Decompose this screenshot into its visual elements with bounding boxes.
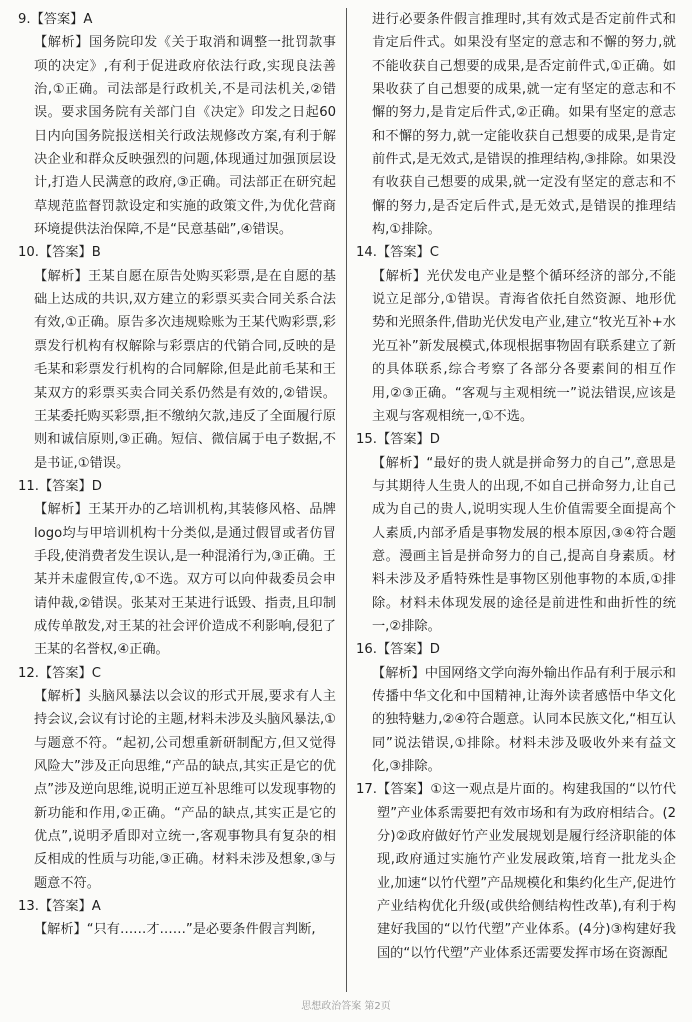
question-12 xyxy=(18,662,336,895)
analysis-text: 【解析】“最好的贵人就是拼命努力的自己”,意思是与其期待人生贵人的出现,不如自己拼命努力,让自己成为自己的贵人,说明实现人生价值需要全面提高个人素质,内部矛盾是事物发展的根本原因,③④符合题意。漫画主旨是拼命努力的自己,提高自身素质。材料未涉及矛盾特殊性是事物区别他事物的本质,①排除。材料未体现发展的途径是前进性和曲折性的统一,②排除。 xyxy=(372,455,676,634)
answer-label: 【答案】D xyxy=(38,478,102,494)
question-number: 14. xyxy=(356,245,377,261)
question-10 xyxy=(18,241,336,474)
analysis-text: 【解析】光伏发电产业是整个循环经济的部分,不能说立足部分,①错误。青海省依托自然资源、地形优势和光照条件,借助光伏发电产业,建立“牧光互补+水光互补”新发展模式,体现根据事物固有联系建立了新的具体联系,综合考察了各部分各要素间的相互作用,②③正确。“客观与主观相统一”说法错误,应该是主观与客观相统一,①不选。 xyxy=(372,268,676,424)
analysis-text: 【解析】中国网络文学向海外输出作品有利于展示和传播中华文化和中国精神,让海外读者感悟中华文化的独特魅力,②④符合题意。认同本民族文化,“相互认同”说法错误,①排除。材料未涉及吸收外来有益文化,③排除。 xyxy=(372,665,676,774)
analysis-text: 【解析】王某自愿在原告处购买彩票,是在自愿的基础上达成的共识,双方建立的彩票买卖合同关系合法有效,①正确。原告多次违规赊账为王某代购彩票,彩票发行机构有权解除与彩票店的代销合同,反映的是毛某和彩票发行机构的合同解除,但是此前毛某和王某双方的彩票买卖合同关系仍然是有效的,②错误。王某委托购买彩票,拒不缴纳欠款,违反了全面履行原则和诚信原则,③正确。短信、微信属于电子数据,不是书证,①错误。 xyxy=(34,268,336,471)
analysis-text: 【解析】国务院印发《关于取消和调整一批罚款事项的决定》,有利于促进政府依法行政,实现良法善治,①正确。司法部是行政机关,不是司法机关,②错误。要求国务院有关部门自《决定》印发之日起60日内向国务院报送相关行政法规修改方案,有利于解决企业和群众反映强烈的问题,体现通过加强顶层设计,打造人民满意的政府,③正确。司法部正在研究起草规范监督罚款设定和实施的政策文件,为优化营商环境提供法治保障,不是“民意基础”,④错误。 xyxy=(34,35,336,238)
question-14 xyxy=(356,241,676,428)
question-number: 17. xyxy=(356,782,377,798)
question-number: 11. xyxy=(18,478,39,494)
analysis-text: 进行必要条件假言推理时,其有效式是否定前件式和肯定后件式。如果没有坚定的意志和不懈的努力,就不能收获自己想要的成果,是否定前件式,①正确。如果收获了自己想要的成果,就一定有坚定的意志和不懈的努力,是肯定后件式,②正确。如果有坚定的意志和不懈的努力,就一定能收获自己想要的成果,是肯定前件式,是无效式,是错误的推理结构,③排除。如果没有收获自己想要的成果,就一定没有坚定的意志和不懈的努力,是否定后件式,是无效式,是错误的推理结构,①排除。 xyxy=(372,12,676,238)
question-number: 10. xyxy=(18,245,39,261)
question-15 xyxy=(356,428,676,638)
analysis-text: 【解析】王某开办的乙培训机构,其装修风格、品牌logo均与甲培训机构十分类似,是通过假冒或者仿冒手段,使消费者发生误认,是一种混淆行为,③正确。王某并未虚假宣传,①不选。双方可以向仲裁委员会申请仲裁,②错误。张某对王某进行诋毁、指责,且印制成传单散发,对王某的社会评价造成不利影响,侵犯了王某的名誉权,④正确。 xyxy=(34,502,336,658)
question-11 xyxy=(18,475,336,662)
question-number: 13. xyxy=(18,899,39,915)
answer-label: 【答案】B xyxy=(38,245,101,261)
question-13-continued xyxy=(356,8,676,241)
answer-label: 【答案】A xyxy=(30,12,93,27)
question-number: 12. xyxy=(18,665,39,681)
column-divider xyxy=(346,8,347,992)
question-17 xyxy=(356,778,676,965)
question-16 xyxy=(356,638,676,778)
analysis-text: 【解析】头脑风暴法以会议的形式开展,要求有人主持会议,会议有讨论的主题,材料未涉及头脑风暴法,①与题意不符。“起初,公司想重新研制配方,但又觉得风险大”涉及正向思维,“产品的缺点,其实正是它的优点”涉及逆向思维,说明正逆互补思维可以发现事物的新功能和作用,②正确。“产品的缺点,其实正是它的优点”,说明矛盾即对立统一,客观事物具有复杂的相反相成的性质与功能,③正确。材料未涉及想象,③与题意不符。 xyxy=(34,688,336,891)
question-number: 16. xyxy=(356,642,377,658)
answer-label: 【答案】D xyxy=(376,432,440,448)
left-column xyxy=(18,8,336,992)
answer-label: 【答案】D xyxy=(376,642,440,658)
answer-label: 【答案】C xyxy=(38,665,101,681)
answer-label: 【答案】C xyxy=(376,245,439,261)
question-9 xyxy=(18,8,336,241)
question-13 xyxy=(18,895,336,942)
question-number: 9. xyxy=(18,12,31,27)
analysis-text: 【解析】“只有……才……”是必要条件假言判断, xyxy=(34,922,316,938)
question-number: 15. xyxy=(356,432,377,448)
answer-label: 【答案】A xyxy=(38,899,101,915)
right-column xyxy=(356,8,676,992)
answer-text: 【答案】①这一观点是片面的。构建我国的“以竹代塑”产业体系需要把有效市场和有为政府相结合。(2分)②政府做好竹产业发展规划是履行经济职能的体现,政府通过实施竹产业发展政策,培育一批龙头企业,加速“以竹代塑”产品规模化和集约化生产,促进竹产业结构优化升级(或供给侧结构性改革),有利于构建好我国的“以竹代塑”产业体系。(4分)③构建好我国的“以竹代塑”产业体系还需要发挥市场在资源配 xyxy=(376,782,676,961)
page-footer: 思想政治答案 第2页 xyxy=(301,1000,391,1012)
